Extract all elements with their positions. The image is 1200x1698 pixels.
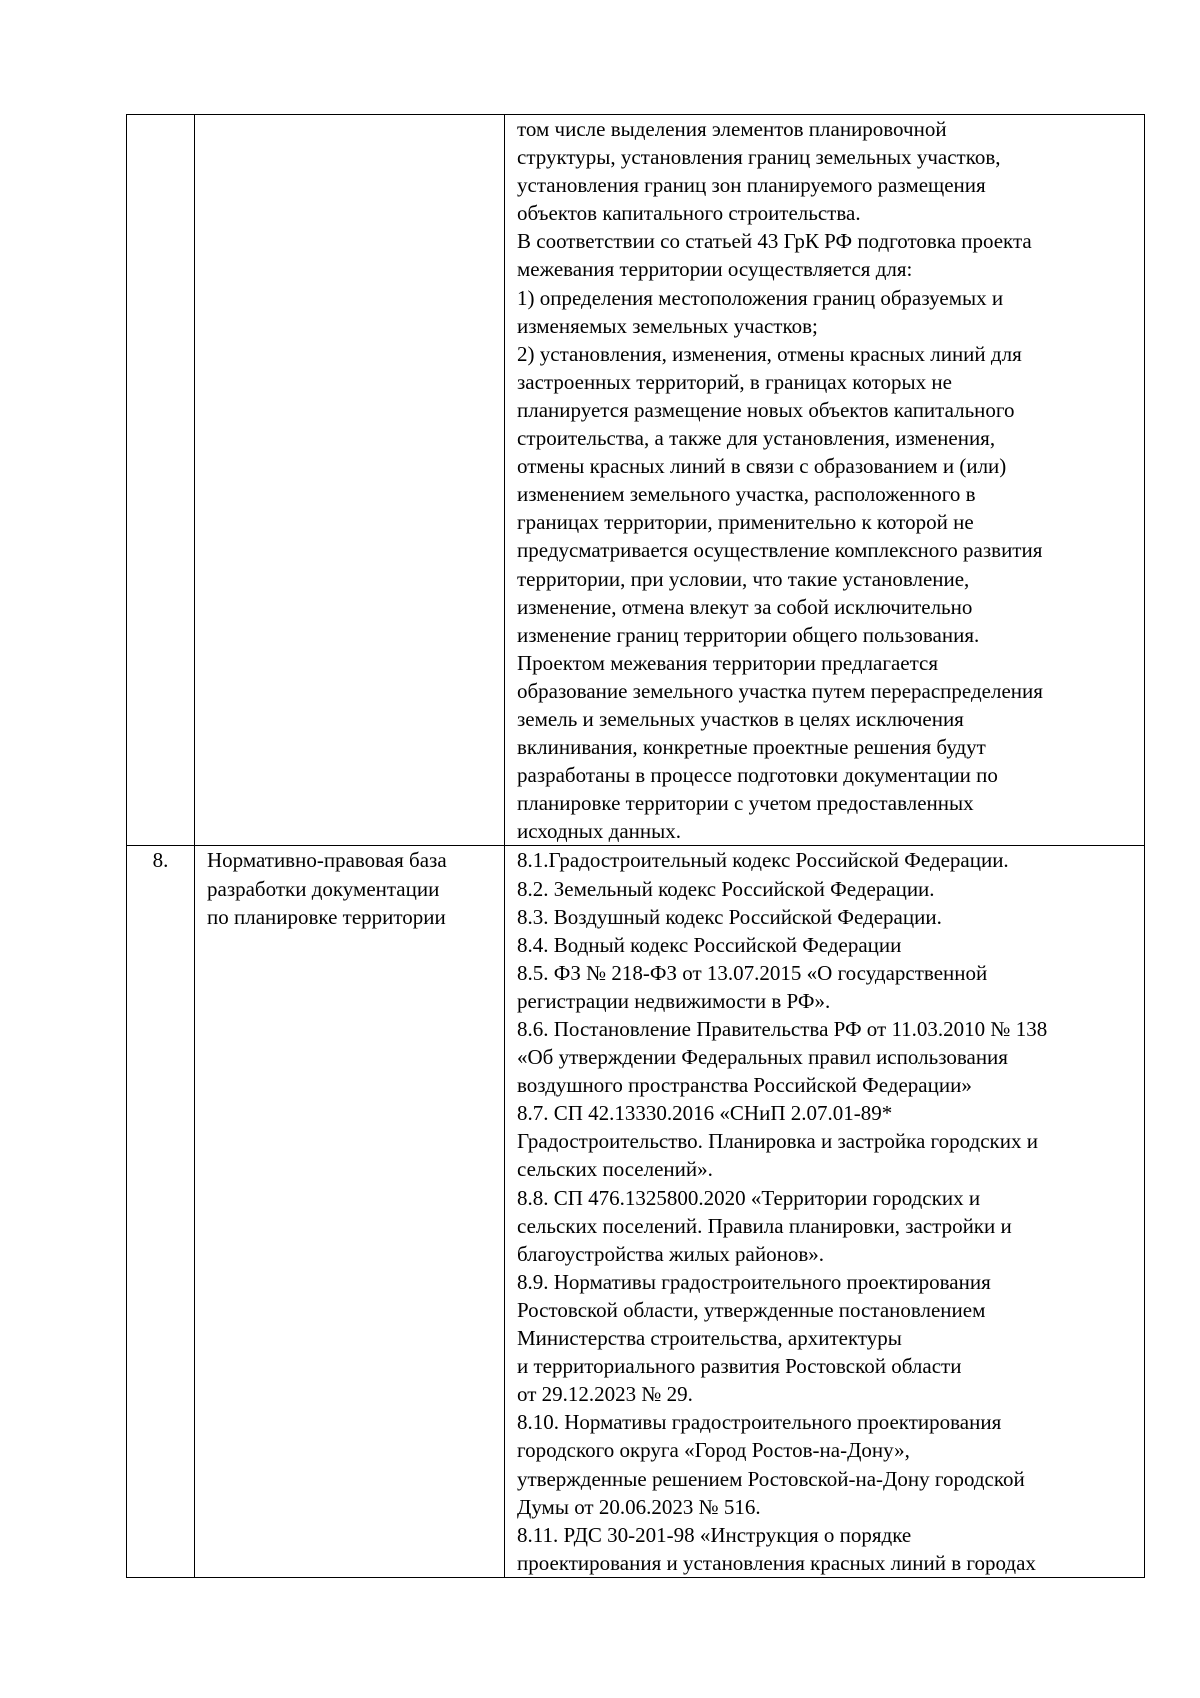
text-line: образование земельного участка путем перераспределения <box>517 678 1043 703</box>
requirements-table <box>126 114 1145 1578</box>
text-line: 1) определения местоположения границ образуемых и <box>517 285 1004 310</box>
text-line: границах территории, применительно к которой не <box>517 510 974 535</box>
text-line: разработаны в процессе подготовки документации по <box>517 763 998 788</box>
text-line: объектов капитального строительства. <box>517 201 861 226</box>
text-line: регистрации недвижимости в РФ». <box>517 988 831 1013</box>
text-line: и территориального развития Ростовской области <box>517 1354 962 1379</box>
text-line: исходных данных. <box>517 819 682 844</box>
text-line: городского округа «Город Ростов-на-Дону», <box>517 1438 910 1463</box>
text-line: Министерства строительства, архитектуры <box>517 1326 902 1351</box>
text-line: земель и земельных участков в целях исключения <box>517 706 964 731</box>
text-line: 2) установления, изменения, отмены красных линий для <box>517 341 1022 366</box>
text-line: межевания территории осуществляется для: <box>517 257 913 282</box>
text-line: изменение, отмена влекут за собой исключительно <box>517 594 973 619</box>
text-line: том числе выделения элементов планировочной <box>517 117 947 141</box>
text-line: В соответствии со статьей 43 ГрК РФ подготовка проекта <box>517 229 1032 254</box>
text-line: изменяемых земельных участков; <box>517 313 818 338</box>
text-line: благоустройства жилых районов». <box>517 1241 825 1266</box>
text-line: Ростовской области, утвержденные постановлением <box>517 1297 986 1322</box>
text-line: предусматривается осуществление комплексного развития <box>517 538 1043 563</box>
row-number-cell <box>127 115 195 846</box>
text-line: утвержденные решением Ростовской-на-Дону городской <box>517 1466 1025 1491</box>
text-line: изменением земельного участка, расположенного в <box>517 482 976 507</box>
row-description-cell <box>505 115 1145 846</box>
text-line: изменение границ территории общего пользования. <box>517 622 980 647</box>
text-line: воздушного пространства Российской Федерации» <box>517 1073 972 1098</box>
text-line: 8.6. Постановление Правительства РФ от 11.03.2010 № 138 <box>517 1017 1048 1041</box>
text-line: по планировке территории <box>207 904 446 929</box>
text-line: разработки документации <box>207 876 440 901</box>
row-description-cell <box>505 846 1145 1578</box>
text-line: отмены красных линий в связи с образованием и (или) <box>517 454 1007 479</box>
text-line: Градостроительство. Планировка и застройка городских и <box>517 1129 1038 1154</box>
text-line: установления границ зон планируемого размещения <box>517 173 986 198</box>
text-line: 8.2. Земельный кодекс Российской Федерации. <box>517 876 935 901</box>
text-line: сельских поселений». <box>517 1157 713 1182</box>
text-line: 8.11. РДС 30-201-98 «Инструкция о порядке <box>517 1522 912 1547</box>
text-line: «Об утверждении Федеральных правил использования <box>517 1045 1008 1070</box>
row-number-cell: 8. <box>127 846 195 1578</box>
text-line: структуры, установления границ земельных участков, <box>517 145 1001 170</box>
text-line: Проектом межевания территории предлагается <box>517 650 939 675</box>
row-name-cell <box>195 846 505 1578</box>
text-line: 8.4. Водный кодекс Российской Федерации <box>517 932 902 957</box>
text-line: сельских поселений. Правила планировки, застройки и <box>517 1213 1012 1238</box>
text-line: 8.7. СП 42.13330.2016 «СНиП 2.07.01-89* <box>517 1101 893 1126</box>
text-line: 8.3. Воздушный кодекс Российской Федерации. <box>517 904 942 929</box>
text-line: проектирования и установления красных линий в городах <box>517 1550 1036 1575</box>
text-line: планировке территории с учетом предоставленных <box>517 791 974 816</box>
text-line: застроенных территорий, в границах которых не <box>517 369 952 394</box>
text-line: 8.10. Нормативы градостроительного проектирования <box>517 1410 1002 1435</box>
text-line: строительства, а также для установления, изменения, <box>517 426 996 451</box>
text-line: Думы от 20.06.2023 № 516. <box>517 1494 761 1519</box>
text-line: вклинивания, конкретные проектные решения будут <box>517 735 986 760</box>
row-name-cell <box>195 115 505 846</box>
text-line: территории, при условии, что такие установление, <box>517 566 970 591</box>
text-line: 8.5. ФЗ № 218-ФЗ от 13.07.2015 «О государственной <box>517 960 988 985</box>
text-line: Нормативно-правовая база <box>207 848 447 873</box>
table-row <box>127 115 1145 846</box>
table-row <box>127 846 1145 1578</box>
text-line: 8.9. Нормативы градостроительного проектирования <box>517 1269 991 1294</box>
text-line: 8.8. СП 476.1325800.2020 «Территории городских и <box>517 1185 981 1210</box>
text-line: от 29.12.2023 № 29. <box>517 1382 693 1407</box>
text-line: планируется размещение новых объектов капитального <box>517 397 1015 422</box>
text-line: 8.1.Градостроительный кодекс Российской Федерации. <box>517 848 1009 873</box>
